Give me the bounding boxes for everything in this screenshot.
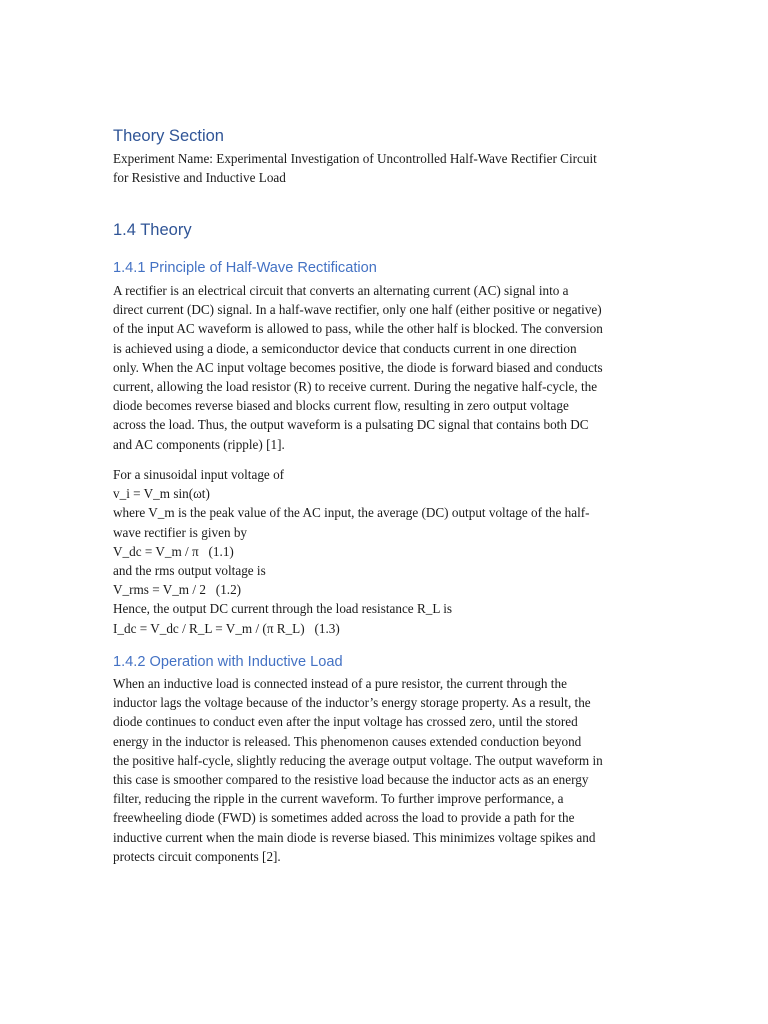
theory-heading: 1.4 Theory bbox=[113, 221, 192, 239]
paragraph-line: protects circuit components [2]. bbox=[113, 848, 281, 864]
equation-line: v_i = V_m sin(ωt) bbox=[113, 486, 210, 502]
paragraph-line: filter, reducing the ripple in the current waveform. To further improve performance, a bbox=[113, 791, 564, 807]
section-heading: Theory Section bbox=[113, 127, 224, 145]
equation-text-line: and the rms output voltage is bbox=[113, 563, 266, 579]
subsection-heading-inductive: 1.4.2 Operation with Inductive Load bbox=[113, 654, 343, 670]
equation-text-line: where V_m is the peak value of the AC input, the average (DC) output voltage of the half- bbox=[113, 505, 590, 521]
principle-paragraph bbox=[113, 281, 658, 454]
paragraph-line: diode continues to conduct even after the input voltage has crossed zero, until the stored bbox=[113, 714, 578, 730]
paragraph-line: across the load. Thus, the output waveform is a pulsating DC signal that contains both DC bbox=[113, 417, 589, 433]
paragraph-line: A rectifier is an electrical circuit that converts an alternating current (AC) signal into a bbox=[113, 283, 569, 298]
paragraph-line: inductive current when the main diode is reverse biased. This minimizes voltage spikes and bbox=[113, 829, 596, 845]
subsection-heading-principle: 1.4.1 Principle of Half-Wave Rectification bbox=[113, 260, 377, 276]
paragraph-line: the positive half-cycle, slightly reducing the average output voltage. The output waveform in bbox=[113, 752, 603, 768]
paragraph-line: inductor lags the voltage because of the inductor’s energy storage property. As a result, the bbox=[113, 695, 591, 711]
inductive-paragraph bbox=[113, 674, 658, 866]
paragraph-line: only. When the AC input voltage becomes positive, the diode is forward biased and conducts bbox=[113, 359, 603, 375]
paragraph-line: current, allowing the load resistor (R) to receive current. During the negative half-cycle, the bbox=[113, 379, 598, 395]
equation-text-line: Hence, the output DC current through the load resistance R_L is bbox=[113, 601, 452, 617]
paragraph-line: direct current (DC) signal. In a half-wave rectifier, only one half (either positive or negative) bbox=[113, 302, 602, 318]
equation-text-line: For a sinusoidal input voltage of bbox=[113, 467, 285, 482]
paragraph-line: diode becomes reverse biased and blocks current flow, resulting in zero output voltage bbox=[113, 398, 569, 414]
paragraph-line: energy in the inductor is released. This phenomenon causes extended conduction beyond bbox=[113, 733, 582, 749]
equation-line: V_dc = V_m / π (1.1) bbox=[113, 543, 234, 559]
paragraph-line: When an inductive load is connected instead of a pure resistor, the current through the bbox=[113, 676, 567, 691]
experiment-name-line: for Resistive and Inductive Load bbox=[113, 170, 286, 186]
paragraph-line: of the input AC waveform is allowed to pass, while the other half is blocked. The conversion bbox=[113, 321, 603, 337]
equation-text-line: wave rectifier is given by bbox=[113, 524, 248, 540]
paragraph-line: freewheeling diode (FWD) is sometimes added across the load to provide a path for the bbox=[113, 810, 575, 826]
equations-block bbox=[113, 465, 658, 638]
experiment-name-block bbox=[113, 149, 658, 187]
equation-line: V_rms = V_m / 2 (1.2) bbox=[113, 582, 242, 598]
paragraph-line: this case is smoother compared to the resistive load because the inductor acts as an energy bbox=[113, 772, 589, 788]
experiment-name-line: Experiment Name: Experimental Investigation of Uncontrolled Half-Wave Rectifier Circuit bbox=[113, 151, 597, 166]
paragraph-line: and AC components (ripple) [1]. bbox=[113, 436, 285, 452]
equation-line: I_dc = V_dc / R_L = V_m / (π R_L) (1.3) bbox=[113, 620, 340, 636]
paragraph-line: is achieved using a diode, a semiconductor device that conducts current in one direction bbox=[113, 340, 577, 356]
